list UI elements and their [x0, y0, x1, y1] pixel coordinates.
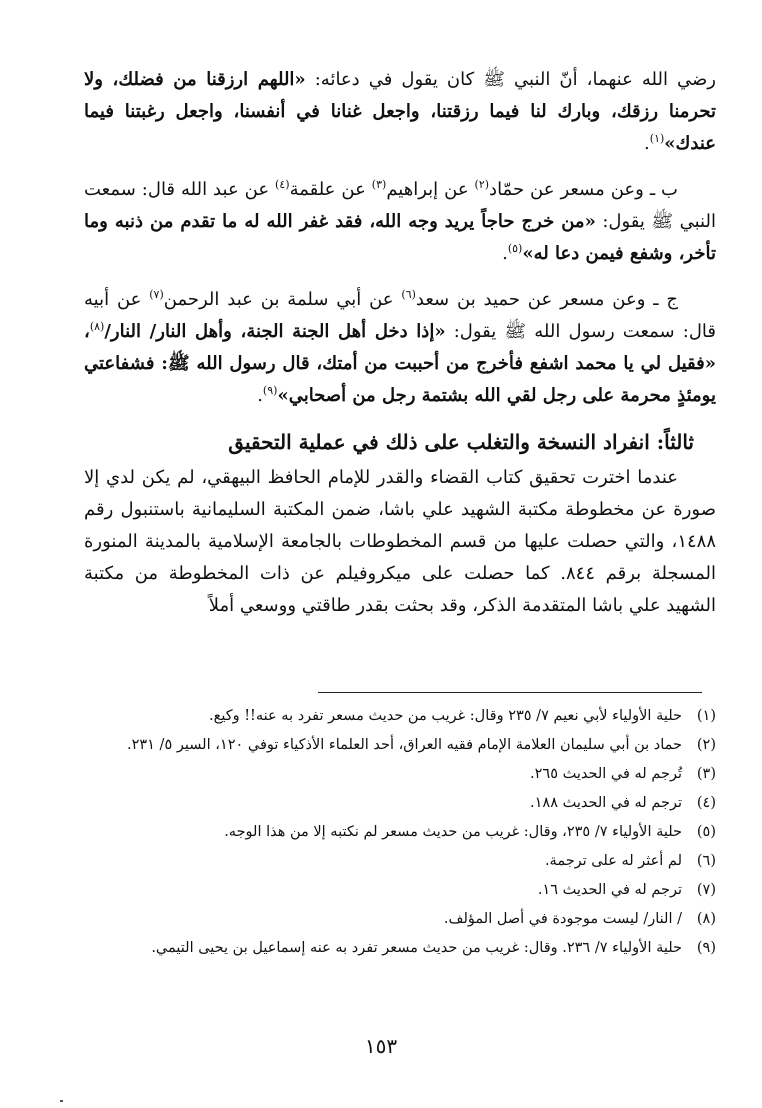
text-span: عن أبيه قال: سمعت رسول الله ﷺ يقول: — [84, 289, 716, 342]
text-span: عن أبي سلمة بن عبد الرحمن — [163, 289, 402, 310]
footnote-item — [84, 789, 716, 818]
text-span: . — [644, 133, 650, 154]
hadith-quote: «من خرج حاجاً يريد وجه الله، فقد غفر الله له ما تقدم من ذنبه وما تأخر، وشفع فيمن دعا له» — [84, 211, 716, 264]
footnote-number: (٤) — [696, 795, 716, 811]
footnote-item — [84, 934, 716, 963]
footnote-text: ترجم له في الحديث ١٨٨. — [530, 795, 682, 811]
footnote-text: لم أعثر له على ترجمة. — [544, 853, 682, 869]
hadith-quote: ، «فقيل لي يا محمد اشفع فأخرج من أحببت من أمتك، قال رسول الله ﷺ: فشفاعتي يومئذٍ محرمة على رجل لقي الله بشتمة رجل من أصحابي» — [84, 321, 716, 406]
footnote-item — [84, 760, 716, 789]
footnote-number: (٧) — [696, 882, 716, 898]
paragraph-2 — [84, 174, 716, 270]
footnote-ref[interactable]: (٨) — [89, 320, 105, 333]
page-number: ١٥٣ — [364, 1034, 398, 1058]
footnote-ref[interactable]: (٢) — [474, 178, 490, 191]
text-span: ج ـ وعن مسعر عن حميد بن سعد — [415, 289, 678, 310]
footnote-number: (١) — [696, 708, 716, 724]
footnote-ref[interactable]: (٩) — [262, 384, 278, 397]
footnotes — [84, 702, 716, 963]
footnote-text: تُرجم له في الحديث ٢٦٥. — [530, 766, 682, 782]
footnote-text: حلية الأولياء لأبي نعيم ٧/ ٢٣٥ وقال: غريب من حديث مسعر تفرد به عنه!! وكيع. — [209, 708, 682, 724]
footnote-number: (٦) — [696, 853, 716, 869]
footnote-number: (٨) — [696, 911, 716, 927]
footnote-item — [84, 905, 716, 934]
footnote-text: حماد بن أبي سليمان العلامة الإمام فقيه العراق، أحد العلماء الأذكياء توفي ١٢٠، السير ٥/ ٢٣١. — [126, 737, 682, 753]
text-span: . — [502, 243, 508, 264]
footnote-ref[interactable]: (٦) — [401, 288, 416, 301]
footnote-ref[interactable]: (٣) — [371, 178, 387, 191]
footnote-item — [84, 702, 716, 731]
footnote-number: (٣) — [696, 766, 716, 782]
text-span: رضي الله عنهما، أنّ النبي ﷺ كان يقول في دعائه: — [305, 69, 716, 90]
footnote-item — [84, 847, 716, 876]
hadith-quote: «اللهم ارزقنا من فضلك، ولا تحرمنا رزقك، وبارك لنا فيما رزقتنا، واجعل غنانا في أنفسنا، واجعل رغبتنا فيما عندك» — [84, 69, 716, 154]
text-span: عن إبراهيم — [386, 179, 475, 200]
text-span: . — [257, 385, 263, 406]
footnote-item — [84, 731, 716, 760]
hadith-quote: «إذا دخل أهل الجنة الجنة، وأهل النار/ النار/ — [104, 321, 446, 342]
text-span: ب ـ وعن مسعر عن حمّاد — [489, 179, 678, 200]
scan-mark — [60, 1100, 63, 1102]
text-span: عن علقمة — [289, 179, 372, 200]
footnote-item — [84, 818, 716, 847]
paragraph-4: عندما اخترت تحقيق كتاب القضاء والقدر للإمام الحافظ البيهقي، لم يكن لدي إلا صورة عن مخطوطة مكتبة الشهيد علي باشا، ضمن المكتبة السليمانية باستنبول رقم ١٤٨٨، والتي حصلت عليها من قسم المخطوطات بالجامعة الإسلامية بالمدينة المنورة المسجلة برقم ٨٤٤. كما حصلت على ميكروفيلم عن ذات المخطوطة من مكتبة الشهيد علي باشا المتقدمة الذكر، وقد بحثت بقدر طاقتي ووسعي أملاً — [84, 467, 716, 616]
text-span: عن عبد الله قال: سمعت النبي ﷺ يقول: — [84, 179, 716, 232]
footnote-text: / النار/ ليست موجودة في أصل المؤلف. — [443, 911, 682, 927]
paragraph-1 — [84, 64, 716, 160]
main-text — [84, 64, 716, 622]
footnote-divider — [318, 692, 702, 693]
footnote-ref[interactable]: (١) — [649, 132, 665, 145]
footnote-text: ترجم له في الحديث ١٦. — [537, 882, 682, 898]
footnote-text: حلية الأولياء ٧/ ٢٣٦. وقال: غريب من حديث مسعر تفرد به عنه إسماعيل بن يحيى التيمي. — [151, 940, 682, 956]
footnote-number: (٥) — [696, 824, 716, 840]
footnote-item — [84, 876, 716, 905]
footnote-ref[interactable]: (٥) — [507, 242, 523, 255]
footnote-text: حلية الأولياء ٧/ ٢٣٥، وقال: غريب من حديث مسعر لم نكتبه إلا من هذا الوجه. — [224, 824, 682, 840]
footnote-ref[interactable]: (٧) — [149, 288, 164, 301]
section-heading: ثالثاً: انفراد النسخة والتغلب على ذلك في عملية التحقيق — [228, 430, 694, 454]
paragraph-3 — [84, 284, 716, 412]
footnote-number: (٢) — [696, 737, 716, 753]
footnote-number: (٩) — [696, 940, 716, 956]
footnote-ref[interactable]: (٤) — [275, 178, 290, 191]
